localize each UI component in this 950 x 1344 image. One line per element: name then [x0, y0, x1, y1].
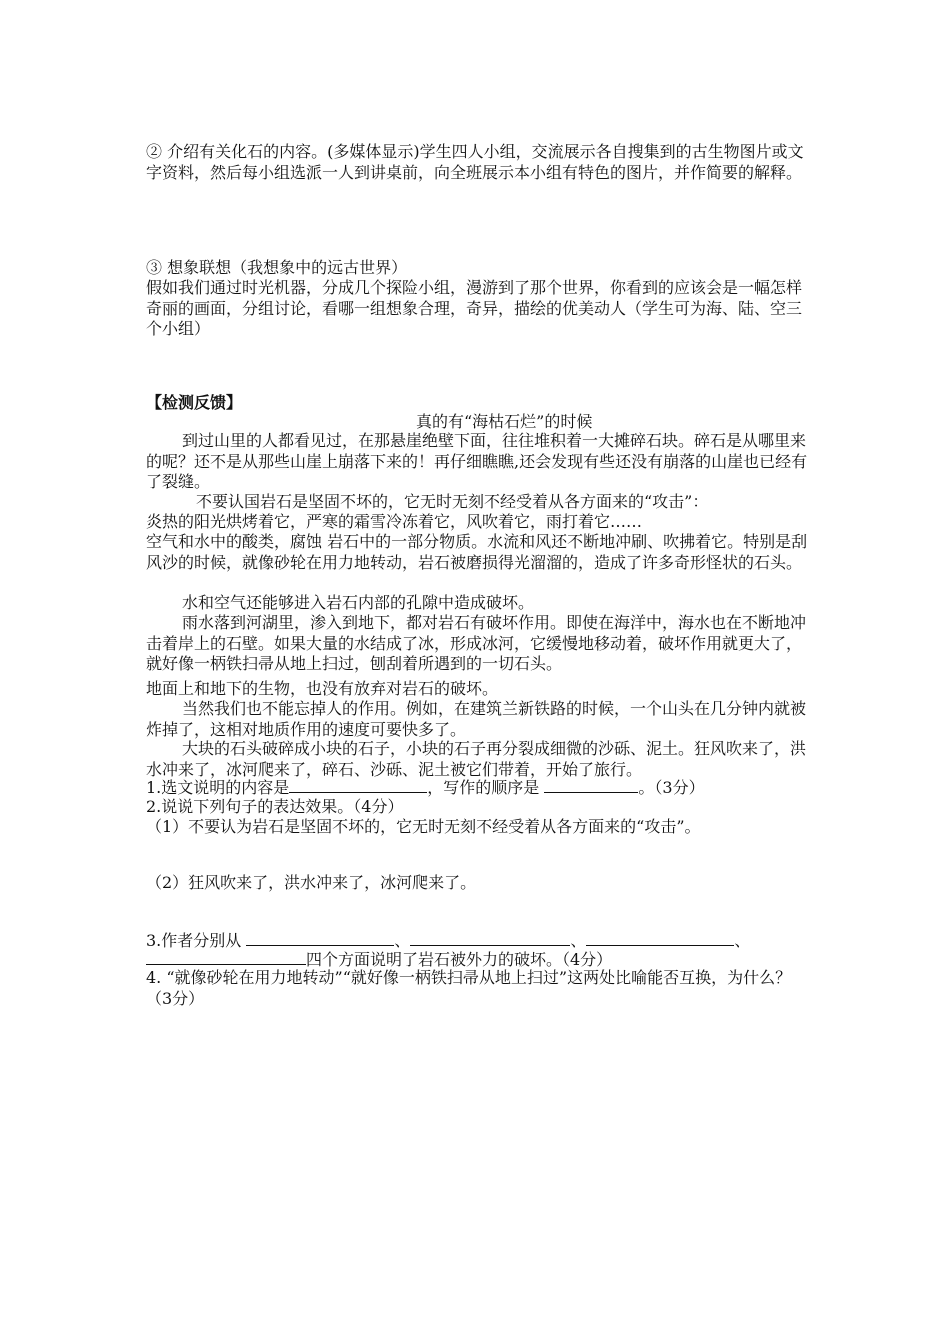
article-paragraph: 炎热的阳光烘烤着它，严寒的霜雪冷冻着它，风吹着它，雨打着它…… [146, 512, 643, 531]
section-3-text: 假如我们通过时光机器，分成几个探险小组，漫游到了那个世界，你看到的应该会是一幅怎样奇丽的画面，分组讨论，看哪一组想象合理，奇异，描绘的优美动人（学生可为海、陆、空三个小组） [146, 278, 803, 338]
answer-blank[interactable] [544, 778, 638, 793]
question-1-text-a: 1.选文说明的内容是 [146, 778, 290, 797]
section-3-title: ③ 想象联想（我想象中的远古世界） [146, 258, 408, 277]
article-paragraph: 大块的石头破碎成小块的石子，小块的石子再分裂成细微的沙砾、泥土。狂风吹来了，洪水冲来了，冰河爬来了，碎石、沙砾、泥土被它们带着，开始了旅行。 [146, 739, 807, 779]
question-3 [146, 931, 816, 951]
answer-blank[interactable] [586, 931, 734, 946]
question-3-text-b: 四个方面说明了岩石被外力的破坏。（4分） [306, 950, 613, 969]
question-2: 2.说说下列句子的表达效果。（4分） [146, 797, 404, 816]
article-paragraph: 地面上和地下的生物，也没有放弃对岩石的破坏。 [146, 679, 499, 698]
answer-blank[interactable] [146, 950, 306, 965]
article-paragraph: 雨水落到河湖里，渗入到地下，都对岩石有破坏作用。即使在海洋中，海水也在不断地冲击着岸上的石壁。如果大量的水结成了冰，形成冰河，它缓慢地移动着，破坏作用就更大了，就好像一柄铁扫帚从地上扫过，刨刮着所遇到的一切石头。 [146, 613, 807, 673]
feedback-heading: 【检测反馈】 [146, 393, 243, 412]
question-2-item-2: （2）狂风吹来了，洪水冲来了，冰河爬来了。 [146, 873, 477, 892]
question-1-text-b: ，写作的顺序是 [427, 778, 540, 797]
article-paragraph: 当然我们也不能忘掉人的作用。例如，在建筑兰新铁路的时候，一个山头在几分钟内就被炸掉了，这相对地质作用的速度可要快多了。 [146, 699, 807, 739]
question-3-text-a: 3.作者分别从 [146, 931, 242, 950]
article-paragraph: 不要认国岩石是坚固不坏的，它无时无刻不经受着从各方面来的“攻击”： [196, 492, 709, 511]
answer-blank[interactable] [410, 931, 570, 946]
question-1-text-c: 。（3分） [638, 778, 705, 797]
article-paragraph: 水和空气还能够进入岩石内部的孔隙中造成破坏。 [182, 593, 535, 612]
question-3-continued [146, 950, 816, 970]
answer-blank[interactable] [289, 778, 427, 793]
section-2-text: ② 介绍有关化石的内容。(多媒体显示)学生四人小组，交流展示各自搜集到的古生物图片或文字资料，然后每小组选派一人到讲桌前，向全班展示本小组有特色的图片，并作简要的解释。 [146, 142, 804, 182]
separator: 、 [394, 931, 411, 950]
question-2-item-1: （1）不要认为岩石是坚固不坏的，它无时无刻不经受着从各方面来的“攻击”。 [146, 817, 701, 836]
separator: 、 [570, 931, 587, 950]
separator: 、 [734, 931, 751, 950]
answer-blank[interactable] [246, 931, 394, 946]
question-1 [146, 778, 816, 798]
article-paragraph: 空气和水中的酸类，腐蚀 岩石中的一部分物质。水流和风还不断地冲刷、吹拂着它。特别是刮风沙的时候，就像砂轮在用力地转动，岩石被磨损得光溜溜的，造成了许多奇形怪状的石头。 [146, 532, 808, 572]
article-paragraph: 到过山里的人都看见过，在那悬崖绝壁下面，往往堆积着一大摊碎石块。碎石是从哪里来的呢？还不是从那些山崖上崩落下来的！再仔细瞧瞧,还会发现有些还没有崩落的山崖也已经有了裂缝。 [146, 431, 808, 491]
article-title: 真的有“海枯石烂”的时候 [416, 412, 593, 431]
question-4: 4. “就像砂轮在用力地转动”“就好像一柄铁扫帚从地上扫过”这两处比喻能否互换，为什么？（3分） [146, 968, 792, 1008]
